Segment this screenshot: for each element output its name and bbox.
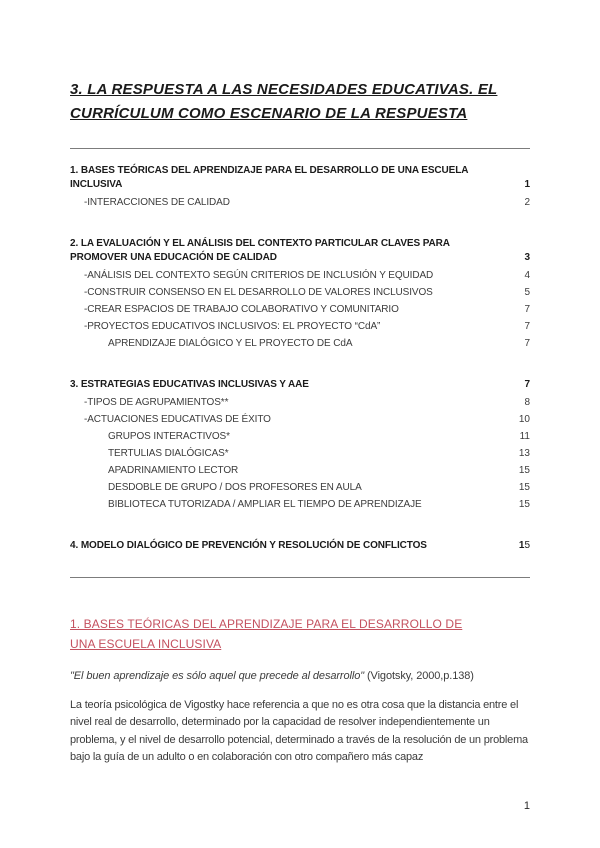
toc-item-label: -CONSTRUIR CONSENSO EN EL DESARROLLO DE VALORES INCLUSIVOS: [84, 287, 433, 298]
toc-item-label: APADRINAMIENTO LECTOR: [108, 465, 239, 476]
toc-item: [70, 194, 530, 211]
toc-item: [70, 428, 530, 445]
toc-item-page: 7: [524, 304, 530, 315]
page-number: 1: [523, 800, 530, 812]
toc-item-label: DESDOBLE DE GRUPO / DOS PROFESORES EN AULA: [108, 482, 362, 493]
toc-section-heading: [70, 378, 530, 394]
toc-item: [70, 318, 530, 335]
toc: [70, 164, 530, 555]
toc-item: [70, 445, 530, 462]
toc-section-label: 1. BASES TEÓRICAS DEL APRENDIZAJE PARA EL DESARROLLO DE UNA ESCUELA INCLUSIVA: [70, 165, 468, 190]
toc-section-page: 1: [524, 179, 530, 190]
toc-item: [70, 462, 530, 479]
toc-section-heading: [70, 164, 530, 194]
toc-item-label: APRENDIZAJE DIALÓGICO Y EL PROYECTO DE CdA: [108, 338, 353, 349]
toc-item: [70, 284, 530, 301]
toc-section: [70, 237, 530, 352]
toc-section-label: 4. MODELO DIALÓGICO DE PREVENCIÓN Y RESOLUCIÓN DE CONFLICTOS: [70, 540, 427, 551]
toc-section-page: 3: [524, 252, 530, 263]
toc-item-page: 8: [524, 397, 530, 408]
toc-item-page: 10: [518, 414, 530, 425]
divider: [70, 577, 530, 578]
toc-section: [70, 539, 530, 555]
toc-item: [70, 394, 530, 411]
toc-item-page: 4: [524, 270, 530, 281]
quote-citation: (Vigotsky, 2000,p.138): [364, 670, 474, 682]
toc-section-heading: [70, 237, 530, 267]
toc-item-page: 7: [524, 321, 530, 332]
body-paragraph: La teoría psicológica de Vigostky hace referencia a que no es otra cosa que la distancia entre el nivel real de desarrollo, determinado por la capacidad de resolver independientemente un problema, y el nivel de desarrollo potencial, determinado a través de la resolución de un problema bajo la guía de un adulto o en colaboración con otro compañero más capaz: [70, 699, 528, 763]
document-title: 3. LA RESPUESTA A LAS NECESIDADES EDUCATIVAS. EL CURRÍCULUM COMO ESCENARIO DE LA RESPUESTA: [70, 81, 498, 122]
toc-item-label: -PROYECTOS EDUCATIVOS INCLUSIVOS: EL PROYECTO “CdA”: [84, 321, 381, 332]
quote-text: "El buen aprendizaje es sólo aquel que precede al desarrollo": [70, 670, 365, 682]
toc-item: [70, 496, 530, 513]
toc-item: [70, 267, 530, 284]
toc-item-page: 11: [519, 431, 530, 442]
toc-item-page: 2: [524, 197, 530, 208]
toc-item-label: GRUPOS INTERACTIVOS*: [108, 431, 230, 442]
toc-item: [70, 301, 530, 318]
toc-section-page: 7: [524, 379, 530, 390]
section-heading-bases-teoricas: 1. BASES TEÓRICAS DEL APRENDIZAJE PARA EL DESARROLLO DE UNA ESCUELA INCLUSIVA: [70, 617, 463, 651]
toc-item-label: -CREAR ESPACIOS DE TRABAJO COLABORATIVO Y COMUNITARIO: [84, 304, 399, 315]
toc-item-page: 15: [518, 482, 530, 493]
toc-item-page: 5: [524, 287, 530, 298]
toc-item-label: BIBLIOTECA TUTORIZADA / AMPLIAR EL TIEMPO DE APRENDIZAJE: [108, 499, 422, 510]
toc-item-label: -TIPOS DE AGRUPAMIENTOS**: [84, 397, 229, 408]
vigotsky-quote: [70, 670, 530, 682]
toc-section-heading: [70, 539, 530, 555]
toc-item-label: -INTERACCIONES DE CALIDAD: [84, 197, 230, 208]
toc-section: [70, 164, 530, 211]
toc-item-label: -ACTUACIONES EDUCATIVAS DE ÉXITO: [84, 414, 271, 425]
toc-item: [70, 411, 530, 428]
toc-item-page: 7: [524, 338, 530, 349]
toc-section-page: 15: [518, 540, 530, 551]
toc-item: [70, 479, 530, 496]
toc-section-label: 2. LA EVALUACIÓN Y EL ANÁLISIS DEL CONTEXTO PARTICULAR CLAVES PARA PROMOVER UNA EDUCACIÓN DE CALIDAD: [70, 238, 450, 263]
toc-section: [70, 378, 530, 513]
toc-item-page: 15: [518, 465, 530, 476]
toc-item: [70, 335, 530, 352]
toc-item-page: 13: [518, 448, 530, 459]
toc-item-label: TERTULIAS DIALÓGICAS*: [108, 448, 229, 459]
toc-section-label: 3. ESTRATEGIAS EDUCATIVAS INCLUSIVAS Y AAE: [70, 379, 309, 390]
divider: [70, 148, 530, 149]
toc-item-page: 15: [518, 499, 530, 510]
toc-item-label: -ANÁLISIS DEL CONTEXTO SEGÚN CRITERIOS DE INCLUSIÓN Y EQUIDAD: [84, 270, 434, 281]
